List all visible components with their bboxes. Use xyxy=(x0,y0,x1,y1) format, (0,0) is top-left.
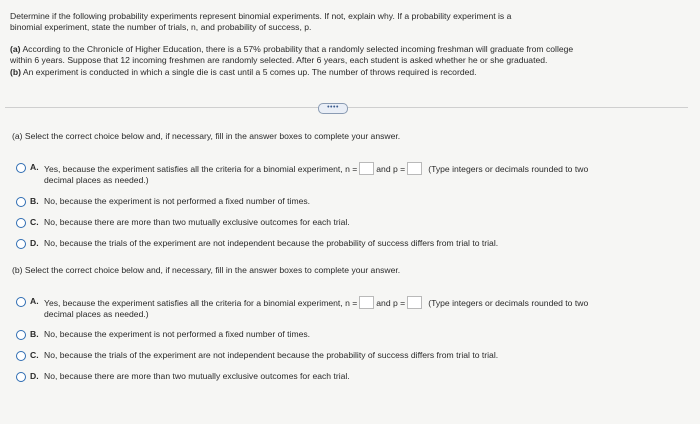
radio-button[interactable] xyxy=(16,218,26,228)
part-b-heading: (b) Select the correct choice below and, if necessary, fill in the answer boxes to complete your answer. xyxy=(12,265,401,275)
option-text: No, because there are more than two mutually exclusive outcomes for each trial. xyxy=(44,371,350,381)
option-text-mid: and p = xyxy=(376,164,406,174)
part-a-label: (a) xyxy=(10,43,21,54)
part-a-line-1: According to the Chronicle of Higher Education, there is a 57% probability that a randomly selected incoming freshman will graduate from college xyxy=(22,43,574,54)
part-a-heading: (a) Select the correct choice below and, if necessary, fill in the answer boxes to complete your answer. xyxy=(12,131,401,141)
p-answer-box[interactable] xyxy=(407,296,422,309)
part-a-statement xyxy=(10,44,680,55)
option-letter: B. xyxy=(30,329,39,339)
option-text: Yes, because the experiment satisfies all the criteria for a binomial experiment, n = xyxy=(44,298,358,308)
radio-button[interactable] xyxy=(16,297,26,307)
radio-button[interactable] xyxy=(16,372,26,382)
radio-button[interactable] xyxy=(16,239,26,249)
intro-line-2: binomial experiment, state the number of trials, n, and probability of success, p. xyxy=(10,22,312,33)
n-answer-box[interactable] xyxy=(359,296,374,309)
radio-button[interactable] xyxy=(16,351,26,361)
radio-button[interactable] xyxy=(16,330,26,340)
option-letter: D. xyxy=(30,371,39,381)
n-answer-box[interactable] xyxy=(359,162,374,175)
answer-hint-line-2: decimal places as needed.) xyxy=(44,309,149,320)
radio-button[interactable] xyxy=(16,163,26,173)
expand-more-button[interactable]: •••• xyxy=(318,103,348,114)
option-text: Yes, because the experiment satisfies all the criteria for a binomial experiment, n = xyxy=(44,164,358,174)
problem-statement xyxy=(10,11,680,78)
option-letter: C. xyxy=(30,350,39,360)
p-answer-box[interactable] xyxy=(407,162,422,175)
option-text-mid: and p = xyxy=(376,298,406,308)
option-text: No, because there are more than two mutually exclusive outcomes for each trial. xyxy=(44,217,350,227)
option-letter: A. xyxy=(30,162,39,172)
option-letter: D. xyxy=(30,238,39,248)
part-b-label: (b) xyxy=(10,66,21,77)
answer-hint-line-2: decimal places as needed.) xyxy=(44,175,149,186)
option-text: No, because the experiment is not performed a fixed number of times. xyxy=(44,329,311,339)
answer-hint: (Type integers or decimals rounded to two xyxy=(428,298,589,308)
radio-button[interactable] xyxy=(16,197,26,207)
answer-hint: (Type integers or decimals rounded to two xyxy=(428,164,589,174)
option-letter: A. xyxy=(30,296,39,306)
part-a-line-2: within 6 years. Suppose that 12 incoming freshmen are randomly selected. After 6 years, each student is asked whether he or she graduated. xyxy=(10,55,548,66)
intro-line-1: Determine if the following probability experiments represent binomial experiments. If not, explain why. If a probability experiment is a xyxy=(10,11,512,21)
option-text: No, because the experiment is not performed a fixed number of times. xyxy=(44,196,311,206)
option-letter: C. xyxy=(30,217,39,227)
option-text: No, because the trials of the experiment are not independent because the probability of success differs from trial to trial. xyxy=(44,238,499,248)
option-text: No, because the trials of the experiment are not independent because the probability of success differs from trial to trial. xyxy=(44,350,499,360)
part-b-line-1: An experiment is conducted in which a single die is cast until a 5 comes up. The number of throws required is recorded. xyxy=(22,66,477,77)
option-letter: B. xyxy=(30,196,39,206)
part-b-statement xyxy=(10,67,680,78)
